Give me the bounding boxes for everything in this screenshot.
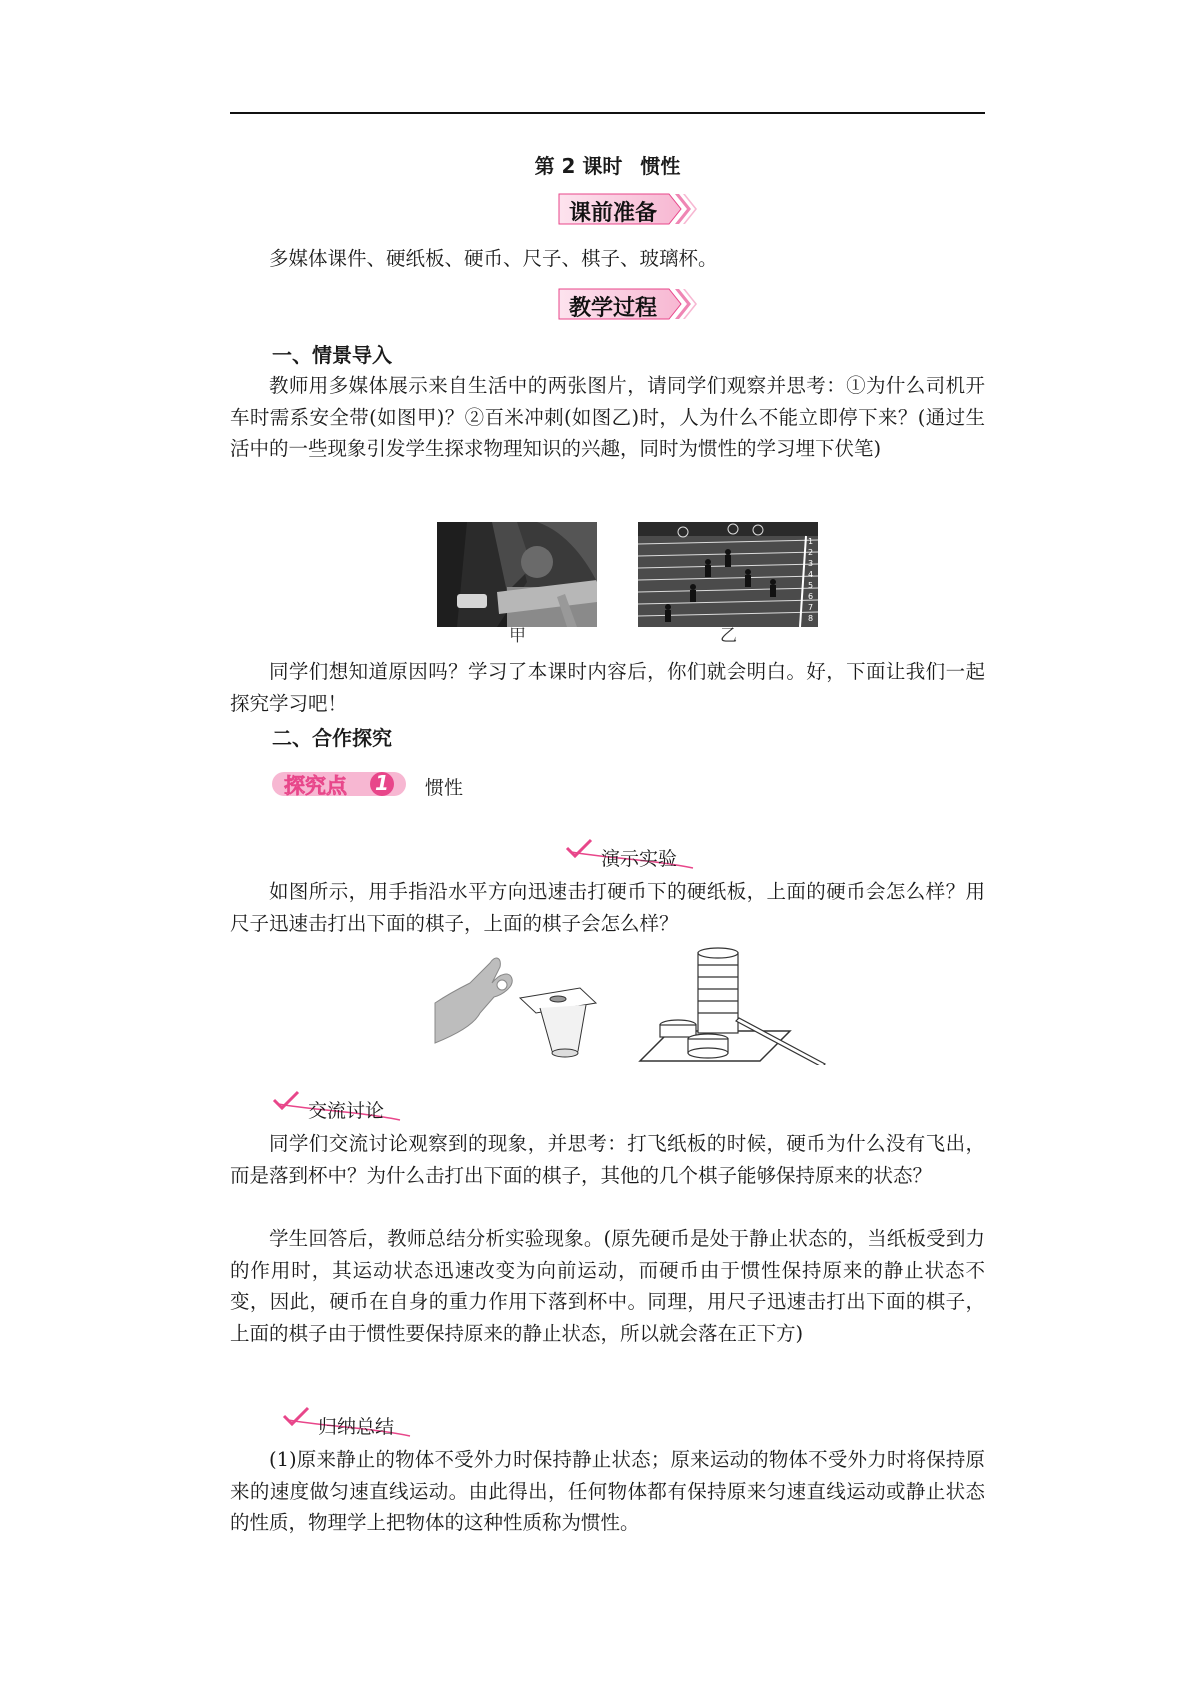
explore-topic: 惯性 <box>425 777 464 799</box>
demo-label <box>565 838 695 870</box>
sprint-photo <box>638 522 818 627</box>
discuss-label-text: 交流讨论 <box>308 1100 385 1122</box>
experiment-illustration <box>430 943 830 1065</box>
lane-number: 4 <box>808 570 814 579</box>
lane-number: 6 <box>808 592 814 601</box>
lane-number: 1 <box>808 537 814 546</box>
track-lane-numbers <box>808 536 818 624</box>
summary-label <box>282 1406 412 1438</box>
summary-text: (1)原来静止的物体不受外力时保持静止状态；原来运动的物体不受外力时将保持原来的速度做匀速直线运动。由此得出，任何物体都有保持原来匀速直线运动或静止状态的性质，物理学上把物体的这种性质称为惯性。 <box>230 1448 985 1534</box>
prep-banner-label: 课前准备 <box>568 201 657 226</box>
lane-number: 2 <box>808 548 814 557</box>
lane-number: 3 <box>808 559 814 568</box>
demo-label-text: 演示实验 <box>601 848 678 870</box>
explore-point-badge <box>272 770 406 798</box>
summary-label-text: 归纳总结 <box>318 1416 395 1438</box>
explore-badge-label: 探究点 <box>284 774 347 798</box>
lane-number: 7 <box>808 603 814 612</box>
figure-b-caption: 乙 <box>720 626 737 646</box>
discuss-label <box>272 1090 402 1122</box>
discuss-text-2: 学生回答后，教师总结分析实验现象。(原先硬币是处于静止状态的，当纸板受到力的作用时，其运动状态迅速改变为向前运动，而硬币由于惯性保持原来的静止状态不变，因此，硬币在自身的重力作用下落到杯中。同理，用尺子迅速击打出下面的棋子，上面的棋子由于惯性要保持原来的静止状态，所以就会落在正下方) <box>230 1227 985 1345</box>
part1-follow-up: 同学们想知道原因吗？学习了本课时内容后，你们就会明白。好，下面让我们一起探究学习吧！ <box>230 660 985 715</box>
prep-banner <box>557 192 697 226</box>
discuss-text-1: 同学们交流讨论观察到的现象，并思考：打飞纸板的时候，硬币为什么没有飞出，而是落到杯中？为什么击打出下面的棋子，其他的几个棋子能够保持原来的状态？ <box>230 1132 985 1187</box>
explore-badge-number: 1 <box>375 771 389 795</box>
process-banner-label: 教学过程 <box>568 296 657 321</box>
lane-number: 8 <box>808 614 814 623</box>
part1-text: 教师用多媒体展示来自生活中的两张图片，请同学们观察并思考：①为什么司机开车时需系安全带(如图甲)？②百米冲刺(如图乙)时，人为什么不能立即停下来？(通过生活中的一些现象引发学生探求物理知识的兴趣，同时为惯性的学习埋下伏笔) <box>230 374 985 460</box>
part1-heading: 一、情景导入 <box>272 343 392 367</box>
top-rule <box>230 112 985 114</box>
lane-number: 5 <box>808 581 814 590</box>
seatbelt-photo <box>437 522 597 627</box>
figure-a-caption: 甲 <box>509 626 526 646</box>
part2-heading: 二、合作探究 <box>272 726 392 750</box>
prep-text: 多媒体课件、硬纸板、硬币、尺子、棋子、玻璃杯。 <box>269 247 718 270</box>
lesson-topic: 惯性 <box>640 154 681 178</box>
lesson-title <box>230 150 985 179</box>
demo-text: 如图所示，用手指沿水平方向迅速击打硬币下的硬纸板，上面的硬币会怎么样？用尺子迅速击打出下面的棋子，上面的棋子会怎么样？ <box>230 880 985 935</box>
lesson-part: 第 2 课时 <box>534 154 623 178</box>
process-banner <box>557 287 697 321</box>
